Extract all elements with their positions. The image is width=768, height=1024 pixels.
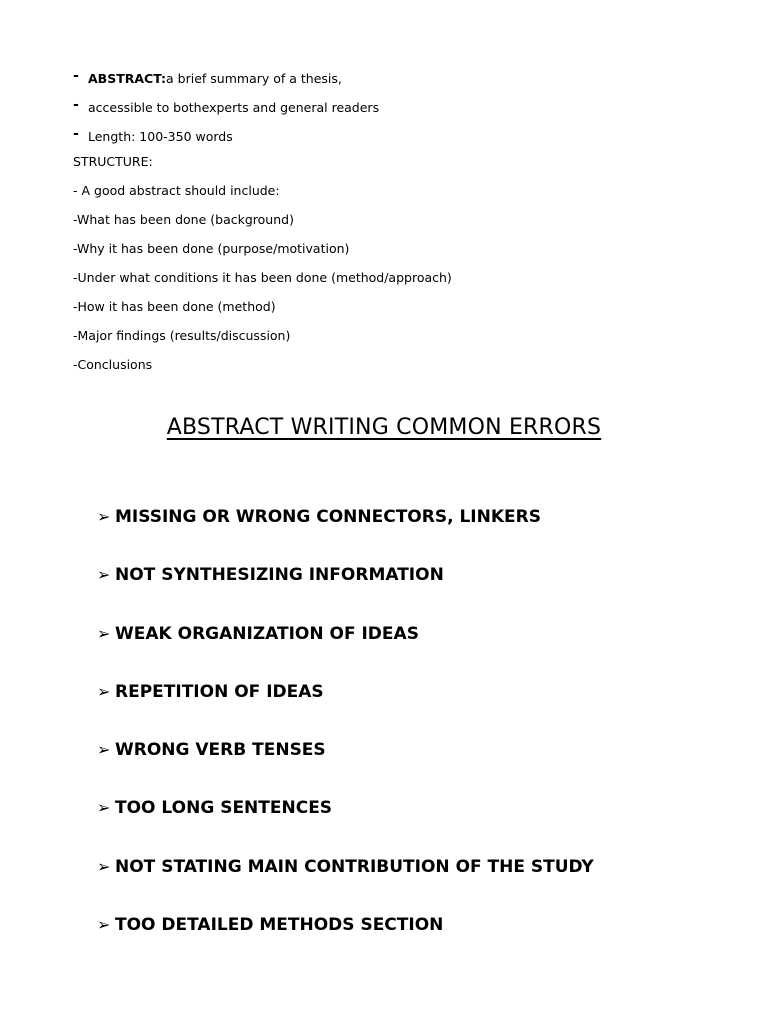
- bullet-text: Length: 100-350 words: [88, 128, 233, 144]
- structure-label: STRUCTURE:: [73, 154, 153, 169]
- structure-line: -How it has been done (method): [73, 299, 276, 314]
- error-text: TOO DETAILED METHODS SECTION: [115, 915, 444, 936]
- bullet-text: a brief summary of a thesis,: [166, 70, 342, 86]
- bullet-item-length: [73, 122, 713, 151]
- dash-bullet-icon: -: [73, 96, 79, 113]
- heading-text: ABSTRACT WRITING COMMON ERRORS: [166, 415, 602, 440]
- error-item: [97, 561, 737, 619]
- arrow-bullet-icon: ➢: [97, 507, 111, 526]
- arrow-bullet-icon: ➢: [97, 681, 111, 701]
- error-item: [97, 620, 737, 678]
- error-item: [97, 678, 737, 736]
- intro-section: [73, 64, 713, 383]
- arrow-bullet-icon: ➢: [97, 623, 111, 643]
- error-item: [97, 911, 737, 969]
- error-text: WRONG VERB TENSES: [115, 740, 326, 761]
- error-text: WEAK ORGANIZATION OF IDEAS: [115, 623, 419, 644]
- structure-line: -Under what conditions it has been done (method/approach): [73, 270, 452, 285]
- arrow-bullet-icon: ➢: [97, 915, 111, 935]
- structure-line: -Why it has been done (purpose/motivation): [73, 241, 350, 256]
- bullet-term: ABSTRACT:: [88, 70, 167, 86]
- structure-line: -Major findings (results/discussion): [73, 328, 291, 343]
- section-heading: [0, 415, 768, 440]
- error-item: [97, 794, 737, 852]
- error-text: MISSING OR WRONG CONNECTORS, LINKERS: [115, 507, 541, 527]
- error-item: [97, 503, 737, 561]
- arrow-bullet-icon: ➢: [97, 798, 111, 818]
- bullet-item-accessible: [73, 93, 713, 122]
- error-text: NOT STATING MAIN CONTRIBUTION OF THE STUDY: [115, 856, 594, 877]
- error-item: [97, 853, 737, 911]
- arrow-bullet-icon: ➢: [97, 740, 111, 760]
- error-text: NOT SYNTHESIZING INFORMATION: [115, 565, 444, 586]
- errors-list: [97, 503, 737, 969]
- bullet-item-abstract: [73, 64, 713, 93]
- arrow-bullet-icon: ➢: [97, 565, 111, 585]
- error-item: [97, 736, 737, 794]
- structure-line: -What has been done (background): [73, 212, 294, 227]
- dash-bullet-icon: -: [73, 125, 79, 142]
- bullet-text: accessible to bothexperts and general readers: [88, 99, 380, 115]
- dash-bullet-icon: -: [73, 67, 79, 84]
- arrow-bullet-icon: ➢: [97, 856, 111, 876]
- error-text: REPETITION OF IDEAS: [115, 681, 324, 702]
- structure-line: -Conclusions: [73, 357, 153, 372]
- structure-line: - A good abstract should include:: [73, 183, 280, 198]
- error-text: TOO LONG SENTENCES: [115, 798, 333, 819]
